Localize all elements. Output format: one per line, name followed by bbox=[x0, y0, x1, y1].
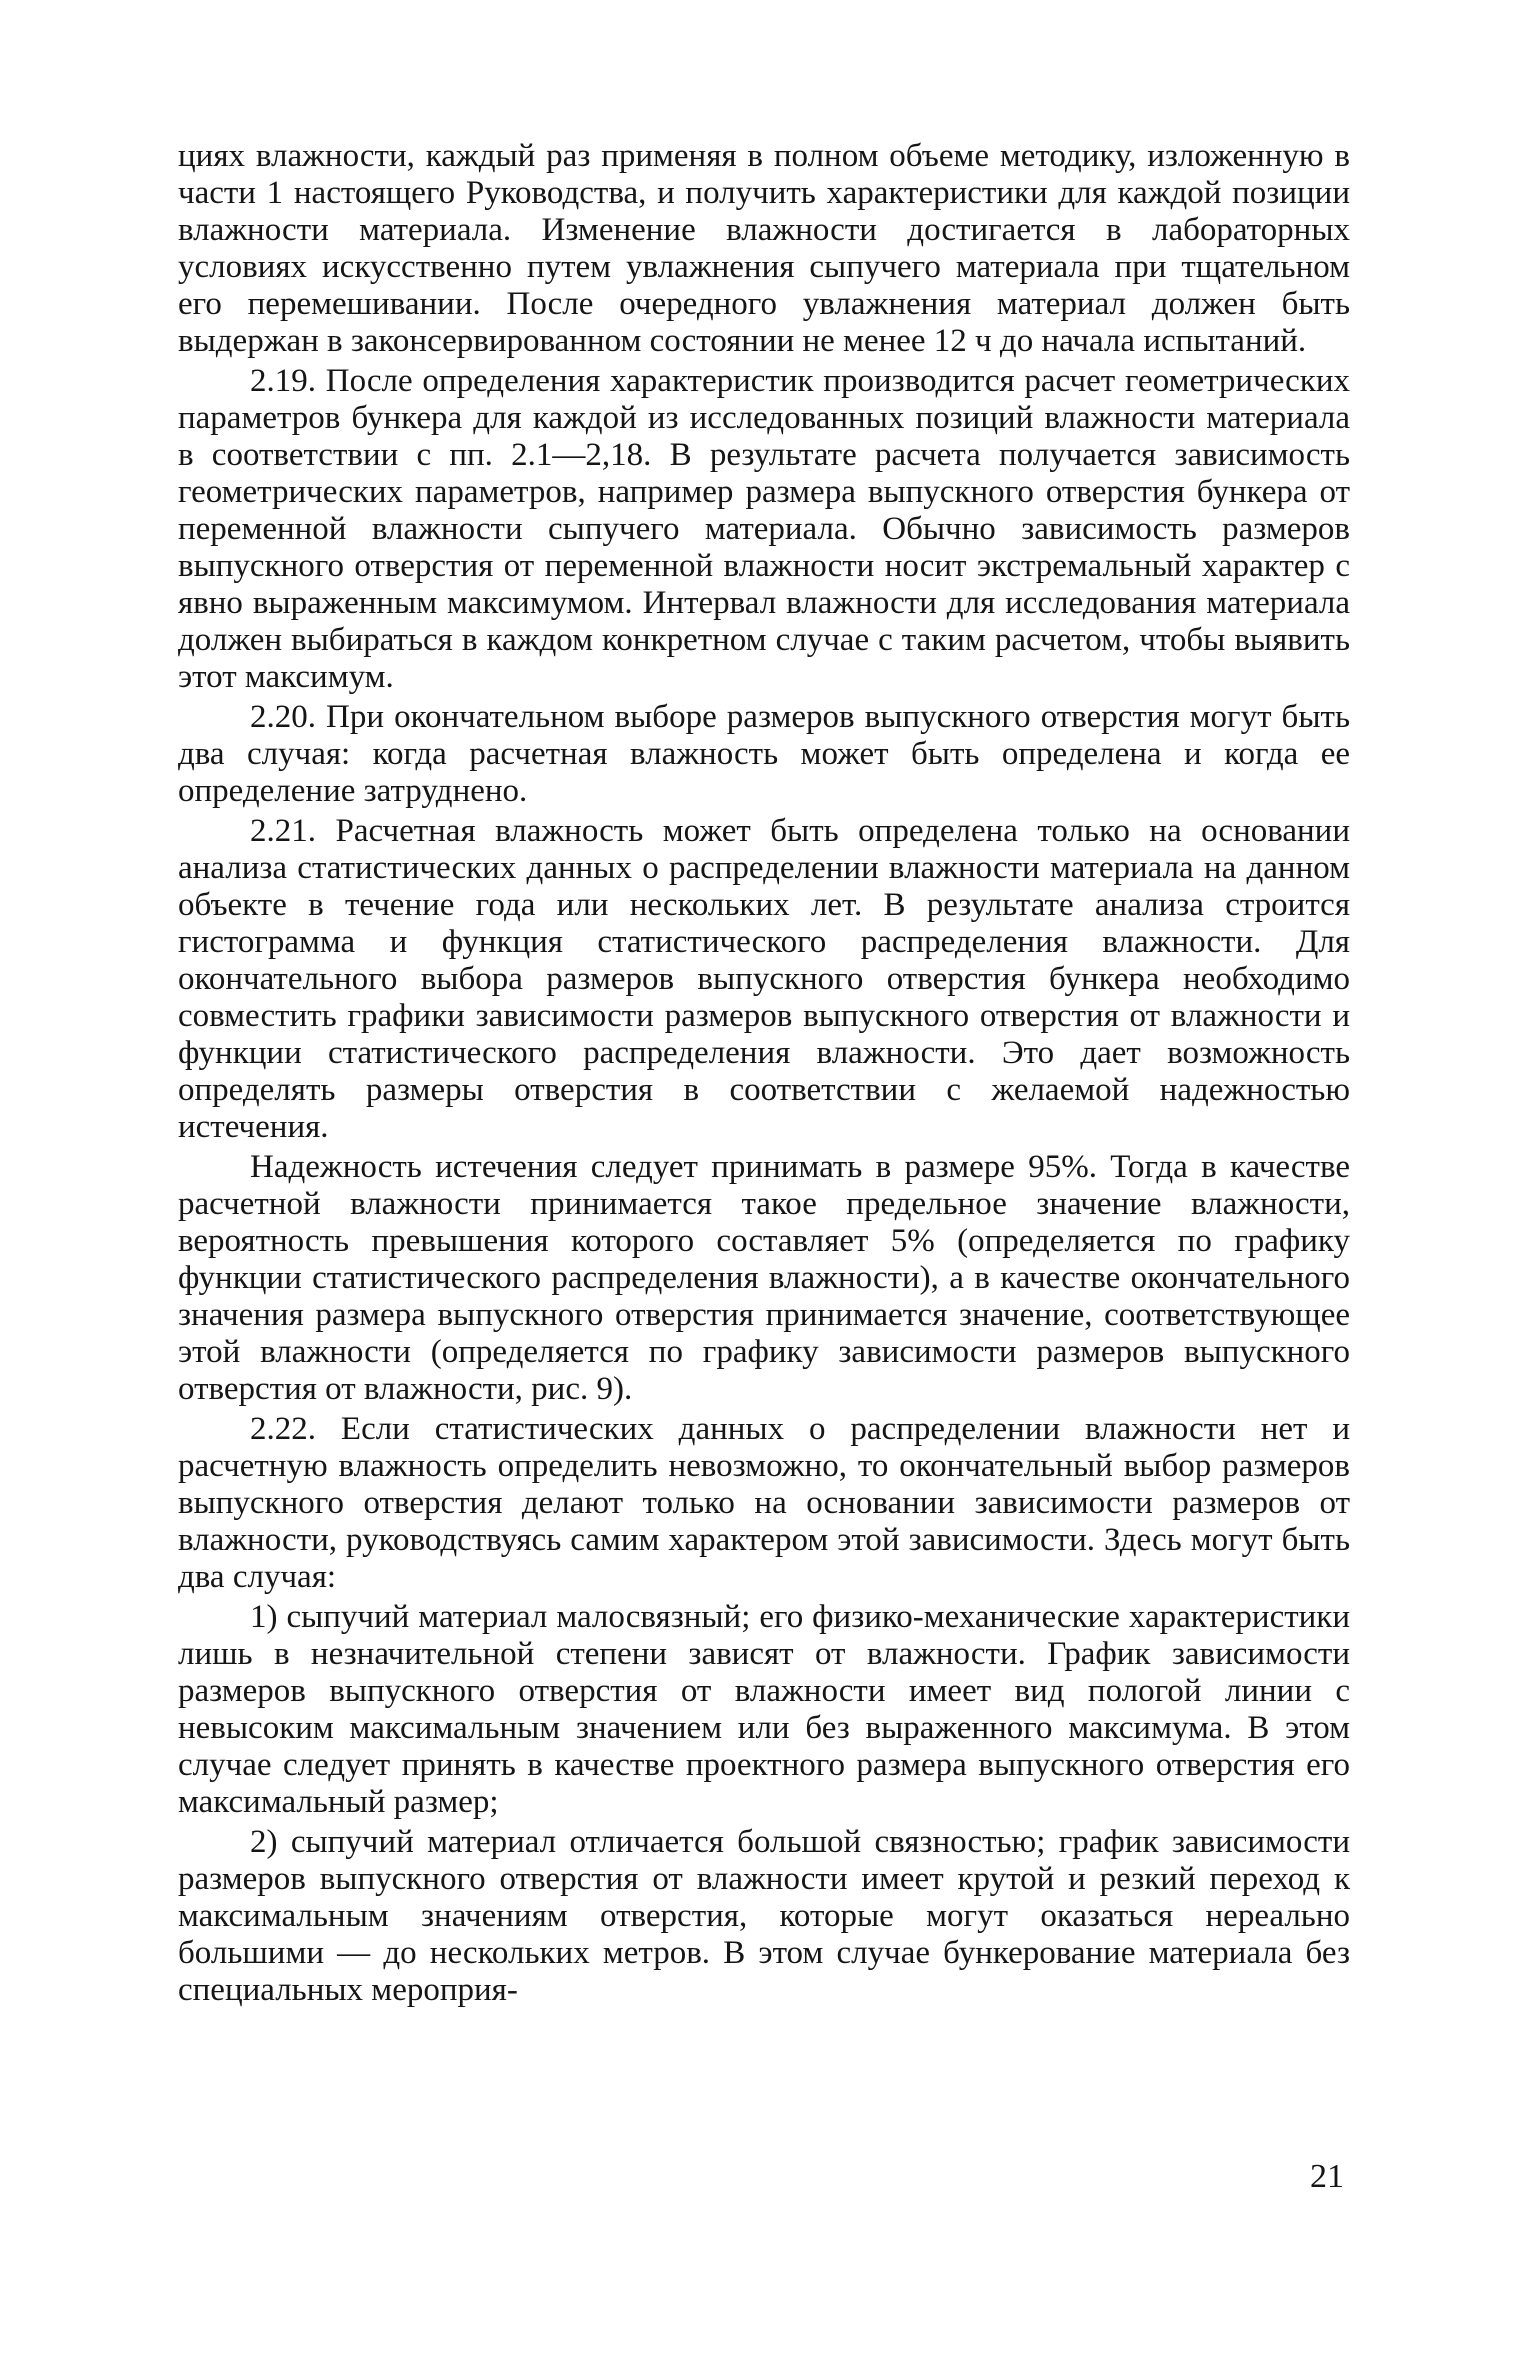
paragraph-2-19: 2.19. После определения характеристик производится расчет геометрических параметров бункера для каждой из исследованных позиций влажности материала в соответствии с пп. 2.1—2,18. В результате расчета получается зависимость геометрических параметров, например размера выпускного отверстия бункера от переменной влажности сыпучего материала. Обычно зависимость размеров выпускного отверстия от переменной влажности носит экстремальный характер с явно выраженным максимумом. Интервал влажности для исследования материала должен выбираться в каждом конкретном случае с таким расчетом, чтобы выявить этот максимум. bbox=[178, 363, 1350, 695]
paragraph-2-22: 2.22. Если статистических данных о распределении влажности нет и расчетную влажность определить невозможно, то окончательный выбор размеров выпускного отверстия делают только на основании зависимости размеров от влажности, руководствуясь самим характером этой зависимости. Здесь могут быть два случая: bbox=[178, 1411, 1350, 1595]
paragraph-2-20: 2.20. При окончательном выборе размеров выпускного отверстия могут быть два случая: когда расчетная влажность может быть определена и когда ее определение затруднено. bbox=[178, 699, 1350, 809]
paragraph-reliability: Надежность истечения следует принимать в размере 95%. Тогда в качестве расчетной влажности принимается такое предельное значение влажности, вероятность превышения которого составляет 5% (определяется по графику функции статистического распределения влажности), а в качестве окончательного значения размера выпускного отверстия принимается значение, соответствующее этой влажности (определяется по графику зависимости размеров выпускного отверстия от влажности, рис. 9). bbox=[178, 1149, 1350, 1407]
paragraph-2-21: 2.21. Расчетная влажность может быть определена только на основании анализа статистических данных о распределении влажности материала на данном объекте в течение года или нескольких лет. В результате анализа строится гистограмма и функция статистического распределения влажности. Для окончательного выбора размеров выпускного отверстия бункера необходимо совместить графики зависимости размеров выпускного отверстия от влажности и функции статистического распределения влажности. Это дает возможность определять размеры отверстия в соответствии с желаемой надежностью истечения. bbox=[178, 813, 1350, 1145]
page-body bbox=[178, 138, 1350, 2009]
paragraph-case-2: 2) сыпучий материал отличается большой связностью; график зависимости размеров выпускного отверстия от влажности имеет крутой и резкий переход к максимальным значениям отверстия, которые могут оказаться нереально большими — до нескольких метров. В этом случае бункерование материала без специальных мероприя- bbox=[178, 1824, 1350, 2008]
paragraph-continuation: циях влажности, каждый раз применяя в полном объеме методику, изложенную в части 1 настоящего Руководства, и получить характеристики для каждой позиции влажности материала. Изменение влажности достигается в лабораторных условиях искусственно путем увлажнения сыпучего материала при тщательном его перемешивании. После очередного увлажнения материал должен быть выдержан в законсервированном состоянии не менее 12 ч до начала испытаний. bbox=[178, 138, 1350, 359]
page-number: 21 bbox=[1310, 2158, 1344, 2195]
paragraph-case-1: 1) сыпучий материал малосвязный; его физико-механические характеристики лишь в незначительной степени зависят от влажности. График зависимости размеров выпускного отверстия от влажности имеет вид пологой линии с невысоким максимальным значением или без выраженного максимума. В этом случае следует принять в качестве проектного размера выпускного отверстия его максимальный размер; bbox=[178, 1599, 1350, 1820]
